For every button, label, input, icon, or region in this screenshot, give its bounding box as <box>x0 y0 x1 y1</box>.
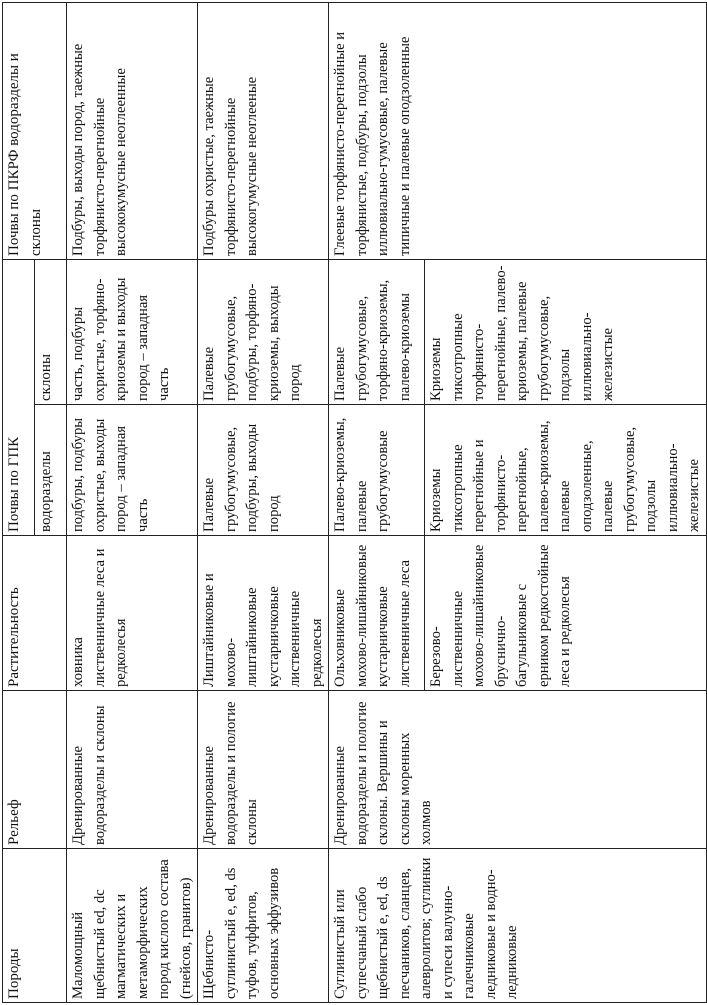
cell-vegetation: Березово-лиственничные мохово-лишайниковые бруснично-багульниковые с ерником редкостойные леса и редколесья <box>425 536 707 691</box>
cell-vegetation: Ольховниковые мохово-лишайниковые кустарничковые лиственничные леса <box>329 536 425 691</box>
cell-relief: Дренированные водоразделы и пологие склоны. Вершины и склоны моренных холмов <box>329 691 707 849</box>
header-soils-pkrf: Почвы по ПКРФ водоразделы и склоны <box>3 3 67 260</box>
header-relief: Рельеф <box>3 691 67 849</box>
header-row <box>3 3 35 1003</box>
cell-soils-pkrf: Подбуры охристые, таежные торфянисто-перегнойные высокогумусные неоглееные <box>198 3 329 260</box>
cell-relief: Дренированные водоразделы и склоны <box>67 691 198 849</box>
cell-rocks: Маломощный щебнистый ed, dc магматических и метаморфических пород кислого состава (гнейсов, гранитов) <box>67 849 198 1003</box>
cell-soils-pkrf: Подбуры, выходы пород, таежные торфянисто-перегнойные высококумусные неоглеенные <box>67 3 198 260</box>
table-row <box>198 3 329 1003</box>
table-row <box>329 3 425 1003</box>
cell-relief: Дренированные водоразделы и пологие склоны <box>198 691 329 849</box>
header-soils-gpk: Почвы по ГПК <box>3 260 35 536</box>
soil-table <box>2 2 707 1003</box>
cell-slopes: Палевые грубогумусовые, торфяно-криоземы, палево-криоземы <box>329 260 425 405</box>
cell-watersheds: подбуры, подбуры охристые, выходы пород – западная часть <box>67 405 198 536</box>
cell-vegetation: Лиштайниковые и мохово-лиштайниковые кустарничковые лиственничные редколесья <box>198 536 329 691</box>
cell-slopes: часть, подбуры охристые, торфяно-криоземы и выходы пород – западная часть <box>67 260 198 405</box>
cell-rocks: Щебнисто-суглинистый e, ed, ds туфов, туффитов, основных эффузивов <box>198 849 329 1003</box>
cell-slopes: Криоземы тиксотропные торфянисто-перегнойные, палево-криоземы, палевые грубогумусовые, подзолы иллювиально-железистые <box>425 260 707 405</box>
header-slopes: склоны <box>35 260 67 405</box>
cell-slopes: Палевые грубогумусовые, подбуры, торфяно-криоземы, выходы пород <box>198 260 329 405</box>
cell-watersheds: Палевые грубогумусовые, подбуры, выходы пород <box>198 405 329 536</box>
header-vegetation: Растительность <box>3 536 67 691</box>
cell-soils-pkrf: Глеевые торфянисто-перегнойные и торфянистые, подбуры, подзолы иллювиально-гумусовые, палевые типичные и палевые оподзоленные <box>329 3 707 260</box>
table-row <box>67 3 198 1003</box>
cell-watersheds: Палево-криоземы, палевые грубогумусовые <box>329 405 425 536</box>
cell-rocks: Суглинистый или супесчаный слабо щебнистый e, ed, ds песчаников, сланцев, алевролитов; суглинки и супеси валунно-галечниковые ледниковые и водно-ледниковые <box>329 849 707 1003</box>
cell-vegetation: ховника лиственничные леса и редколесья <box>67 536 198 691</box>
header-rocks: Породы <box>3 849 67 1003</box>
cell-watersheds: Криоземы тиксотропные перегнойные и торфянисто-перегнойные, палево-криоземы, палевые оподзоленные, палевые грубогумусовые, подзолы иллювиально-железистые <box>425 405 707 536</box>
header-watersheds: водоразделы <box>35 405 67 536</box>
